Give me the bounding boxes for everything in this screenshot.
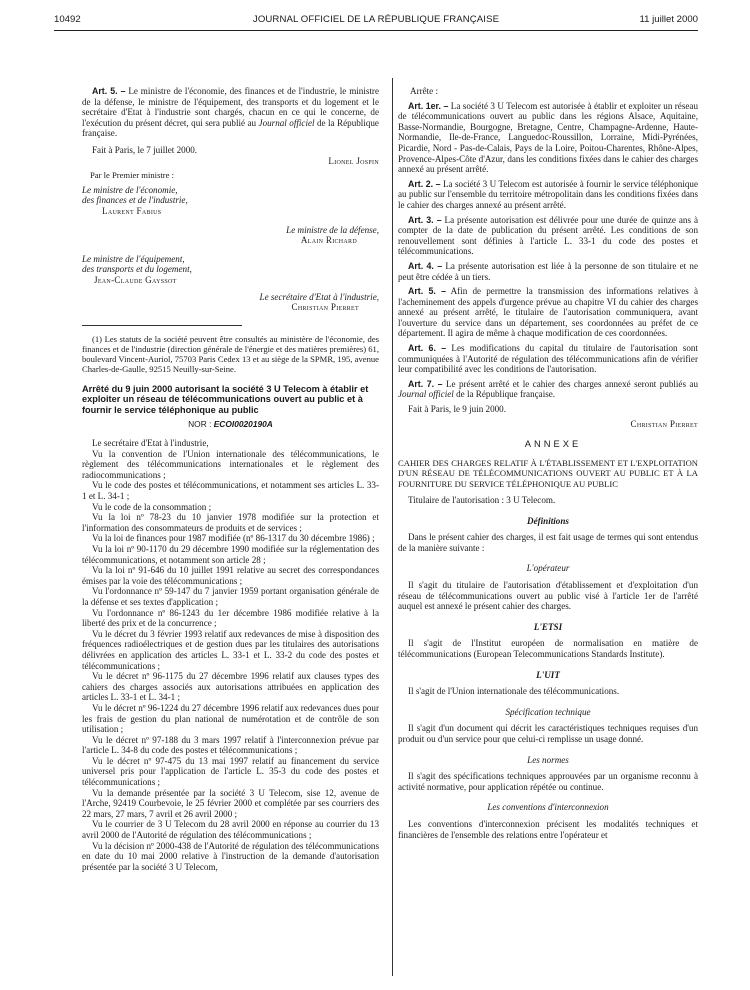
titulaire: Titulaire de l'autorisation : 3 U Telecom. bbox=[408, 495, 556, 506]
vu-clause: Vu la loi de finances pour 1987 modifiée (nº 86-1317 du 30 décembre 1986) ; bbox=[92, 533, 375, 544]
footnote: (1) Les statuts de la société peuvent être consultés au ministère de l'économie, des finances et de l'industrie (direction générale de l'énergie et des matières premières) 61, boulevard Vincent-Auriol, 75703 Paris Cedex 13 et au siège de la SPMR, 195, avenue Charles-de-Gaulle, 92515 Neuilly-sur-Seine. bbox=[82, 333, 379, 374]
issue-date: 11 juillet 2000 bbox=[639, 14, 698, 25]
definition-term: Les normes bbox=[527, 754, 569, 765]
footnote-rule bbox=[82, 325, 242, 326]
arrete-article-4: Art. 4. – La présente autorisation est liée à la personne de son titulaire et ne peut être cédée à un tiers. bbox=[398, 260, 698, 282]
right-column bbox=[398, 86, 698, 840]
arrete-title: Arrêté du 9 juin 2000 autorisant la société 3 U Telecom à établir et exploiter un réseau de télécommunications ouvert au public et à fournir le service téléphonique au public bbox=[82, 383, 369, 415]
arrete-signature: Christian Pierret bbox=[630, 418, 698, 429]
definition-term: L'UIT bbox=[536, 669, 560, 680]
header-rule bbox=[54, 30, 698, 31]
page-header bbox=[54, 14, 698, 30]
annexe-heading: ANNEXE bbox=[524, 438, 582, 450]
vu-clause: Vu le courrier de 3 U Telecom du 28 avril 2000 en réponse au courrier du 13 avril 2000 de l'Autorité de régulation des télécommunications ; bbox=[82, 819, 379, 841]
definition-term: L'opérateur bbox=[526, 563, 570, 574]
minister-equipment-title-1: Le ministre de l'équipement, bbox=[82, 253, 185, 264]
definition-text: Il s'agit des spécifications techniques approuvées par un organisme reconnu à activité normative, pour application répétée ou continue. bbox=[398, 771, 698, 792]
definition-text: Il s'agit de l'Institut européen de normalisation en matière de télécommunications (European Telecommunications Standards Institute). bbox=[398, 638, 698, 659]
vu-clause: Vu la demande présentée par la société 3 U Telecom, sise 12, avenue de l'Arche, 92419 Courbevoie, le 25 février 2000 et complétée par ses courriers des 22 mars, 27 mars, 7 avril et 26 avril 2000 ; bbox=[82, 787, 379, 819]
arrete-article-3: Art. 3. – La présente autorisation est délivrée pour une durée de quinze ans à compter de la date de publication du présent arrêté. Les conditions de son renouvellement sont définies à l'article L. 33-1 du code des postes et télécommunications. bbox=[398, 214, 698, 257]
par-le-premier-ministre: Par le Premier ministre : bbox=[90, 170, 175, 181]
arrete-article-6: Art. 6. – Les modifications du capital du titulaire de l'autorisation sont communiquées à l'Autorité de régulation des télécommunications afin de vérifier leur compatibilité avec les conditions de l'autorisation. bbox=[398, 343, 698, 375]
journal-title: JOURNAL OFFICIEL DE LA RÉPUBLIQUE FRANÇAISE bbox=[252, 14, 500, 25]
vu-clause: Vu le décret nº 97-475 du 13 mai 1997 relatif au financement du service universel pris pour l'application de l'article L. 35-3 du code des postes et télécommunications ; bbox=[82, 755, 379, 788]
vu-clause: Vu le code de la consommation ; bbox=[92, 501, 212, 512]
minister-economy-name: Laurent Fabius bbox=[102, 205, 162, 216]
definition-text: Il s'agit d'un document qui décrit les caractéristiques techniques requises d'un produit ou d'un service pour que celui-ci remplisse un usage donné. bbox=[398, 723, 698, 744]
vu-clause: Vu le décret nº 96-1224 du 27 décembre 1996 relatif aux redevances dues pour les frais de gestion du plan national de numérotation et de contrôle de son utilisation ; bbox=[82, 702, 379, 735]
vu-clause: Vu la loi nº 90-1170 du 29 décembre 1990 modifiée sur la réglementation des télécommunications, et notamment son article 28 ; bbox=[82, 544, 379, 565]
vu-clause: Vu la décision nº 2000-438 de l'Autorité de régulation des télécommunications en date du 10 mai 2000 relative à l'instruction de la demande d'autorisation présentée par la société 3 U Telecom, bbox=[82, 840, 379, 872]
vu-clause: Vu la loi nº 91-646 du 10 juillet 1991 relative au secret des correspondances émises par la voie des télécommunications ; bbox=[82, 565, 379, 586]
decree-fait-a-paris: Fait à Paris, le 7 juillet 2000. bbox=[92, 144, 198, 155]
vu-clause: Vu le décret du 3 février 1993 relatif aux redevances de mise à disposition des fréquences radioélectriques et de gestion dues par les titulaires des autorisations délivrées en application des articles L. 33-1 et L. 33-2 du code des postes et télécommunications ; bbox=[82, 628, 379, 671]
arrete-article-1: Art. 1er. – La société 3 U Telecom est autorisée à établir et exploiter un réseau de télécommunications ouvert au public dans les régions Alsace, Aquitaine, Basse-Normandie, Bourgogne, Bretagne, Centre, Champagne-Ardenne, Haute-Normandie, Ile-de-France, Languedoc-Roussillon, Lorraine, Midi-Pyrénées, Picardie, Nord - Pas-de-Calais, Pays de la Loire, Poitou-Charentes, Rhône-Alpes, Provence-Alpes-Côte d'Azur, dans les conditions fixées dans le cahier des charges annexé au présent arrêté. bbox=[398, 100, 698, 175]
minister-defense-title: Le ministre de la défense, bbox=[286, 224, 379, 235]
definition-text: Il s'agit de l'Union internationale des télécommunications. bbox=[408, 686, 620, 697]
secretaire-intro: Le secrétaire d'Etat à l'industrie, bbox=[92, 438, 209, 449]
secretary-title: Le secrétaire d'Etat à l'industrie, bbox=[259, 291, 379, 302]
definition-text: Il s'agit du titulaire de l'autorisation d'établissement et d'exploitation d'un réseau de télécommunications ouvert au public visé à l'article 1er de l'arrêté auquel est annexé le présent cahier des charges. bbox=[398, 580, 698, 612]
arrete-label: Arrête : bbox=[410, 86, 439, 96]
signature-premier-ministre: Lionel Jospin bbox=[328, 155, 379, 166]
vu-clause: Vu la convention de l'Union internationale des télécommunications, le règlement des télécommunications internationales et le règlement des radiocommunications ; bbox=[82, 448, 379, 480]
minister-economy-title-1: Le ministre de l'économie, bbox=[82, 184, 178, 195]
definition-text: Les conventions d'interconnexion précisent les modalités techniques et financières de l'ensemble des relations entre l'opérateur et bbox=[398, 818, 698, 840]
minister-economy-title-2: des finances et de l'industrie, bbox=[82, 195, 188, 206]
vu-clause: Vu l'ordonnance nº 86-1243 du 1er décembre 1986 modifiée relative à la liberté des prix et de la concurrence ; bbox=[82, 607, 379, 629]
arrete-article-7: Art. 7. – Le présent arrêté et le cahier des charges annexé seront publiés au Journal officiel de la République française. bbox=[398, 378, 698, 400]
decree-article-5: Art. 5. – Le ministre de l'économie, des finances et de l'industrie, le ministre de la défense, le ministre de l'équipement, des transports et du logement et le secrétaire d'Etat à l'industrie sont chargés, chacun en ce qui le concerne, de l'exécution du présent décret, qui sera publié au Journal officiel de la République française. bbox=[82, 86, 379, 139]
secretary-name: Christian Pierret bbox=[291, 302, 359, 313]
left-column bbox=[82, 86, 379, 872]
definition-term: L'ETSI bbox=[533, 621, 563, 632]
arrete-article-5: Art. 5. – Afin de permettre la transmission des informations relatives à l'acheminement des appels d'urgence prévue au chapitre VI du cahier des charges annexé au présent arrêté, le titulaire de l'autorisation communiquera, avant l'ouverture du service dans un département, ses coordonnées au préfet de ce département. Il agira de même à chaque modification de ces coordonnées. bbox=[398, 286, 698, 339]
arrete-fait-a-paris: Fait à Paris, le 9 juin 2000. bbox=[408, 404, 507, 415]
column-divider bbox=[392, 78, 393, 976]
minister-equipment-title-2: des transports et du logement, bbox=[82, 264, 192, 275]
minister-equipment-name: Jean-Claude Gayssot bbox=[94, 274, 177, 285]
vu-clause: Vu le décret nº 97-188 du 3 mars 1997 relatif à l'interconnexion prévue par l'article L. 34-8 du code des postes et télécommunications ; bbox=[82, 734, 379, 756]
vu-clause: Vu le décret nº 96-1175 du 27 décembre 1996 relatif aux clauses types des cahiers des charges associés aux autorisations attribuées en application des articles L. 33-1 et L. 34-1 ; bbox=[82, 671, 379, 703]
nor-reference: NOR : ECOI0020190A bbox=[188, 419, 273, 430]
minister-defense-name: Alain Richard bbox=[300, 235, 357, 246]
vu-clause: Vu la loi nº 78-23 du 10 janvier 1978 modifiée sur la protection et l'information des consommateurs de produits et de services ; bbox=[82, 512, 379, 533]
vu-clause: Vu l'ordonnance nº 59-147 du 7 janvier 1959 portant organisation générale de la défense et ses textes d'application ; bbox=[82, 586, 379, 607]
cahier-des-charges-title: CAHIER DES CHARGES RELATIF À L'ÉTABLISSEMENT ET L'EXPLOITATION D'UN RÉSEAU DE TÉLÉCOMMUNICATIONS OUVERT AU PUBLIC ET À LA FOURNITURE DU SERVICE TÉLÉPHONIQUE AU PUBLIC bbox=[398, 457, 698, 489]
definition-term: Spécification technique bbox=[505, 706, 591, 717]
definition-term: Les conventions d'interconnexion bbox=[487, 802, 609, 813]
vu-clause: Vu le code des postes et télécommunications, et notamment ses articles L. 33-1 et L. 34-1 ; bbox=[82, 480, 379, 502]
definitions-intro: Dans le présent cahier des charges, il est fait usage de termes qui sont entendus de la manière suivante : bbox=[398, 532, 698, 553]
page-number: 10492 bbox=[54, 14, 81, 25]
arrete-article-2: Art. 2. – La société 3 U Telecom est autorisée à fournir le service téléphonique au public sur l'ensemble du territoire métropolitain dans les conditions fixées dans le cahier des charges annexé au présent arrêté. bbox=[398, 178, 698, 210]
definitions-heading: Définitions bbox=[527, 515, 569, 526]
